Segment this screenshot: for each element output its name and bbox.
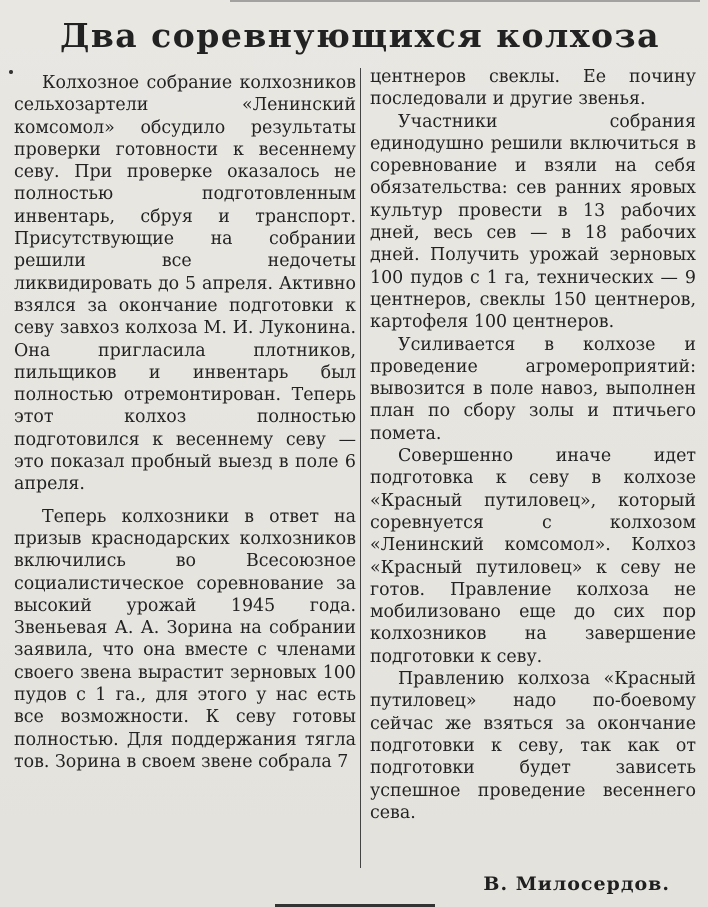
right-paragraph-1: центнеров свеклы. Ее почину последовали и другие звенья.	[370, 67, 696, 110]
right-paragraph-4: Совершенно иначе идет подготовка к севу в колхозе «Красный путиловец», который соревнуется с колхозом «Ленинский комсомол». Колхоз «Красный путиловец» к севу не готов. Правление колхоза не мобилизовано еще до сих пор колхозников на завершение подготовки к севу.	[370, 446, 696, 667]
right-paragraph-5: Правлению колхоза «Красный путиловец» надо по-боевому сейчас же взяться за окончание подготовки к севу, так как от подготовки будет зависеть успешное проведение весеннего сева.	[370, 669, 696, 823]
left-paragraph-1: Колхозное собрание колхозников сельхозартели «Ленинский комсомол» обсудило результаты проверки готовности к весеннему севу. При проверке оказалось не полностью подготовленным инвентарь, сбруя и транспорт. Присутствующие на собрании решили все недочеты ликвидировать до 5 апреля. Активно взялся за окончание подготовки к севу завхоз колхоза М. И. Луконина. Она пригласила плотников, пильщиков и инвентарь был полностью отремонтирован. Теперь этот колхоз полностью подготовился к весеннему севу — это показал пробный выезд в поле 6 апреля.	[14, 73, 356, 495]
author-signature: В. Милосердов.	[483, 873, 670, 895]
ink-spot	[9, 70, 13, 74]
left-paragraph-2: Теперь колхозники в ответ на призыв краснодарских колхозников включились во Всесоюзное социалистическое соревнование за высокий урожай 1945 года. Звеньевая А. А. Зорина на собрании заявила, что она вместе с членами своего звена вырастит зерновых 100 пудов с 1 га., для этого у нас есть все возможности. К севу готовы полностью. Для поддержания тягла тов. Зорина в своем звене собрала 7	[14, 506, 356, 772]
top-rule	[230, 0, 700, 8]
right-paragraph-2: Участники собрания единодушно решили включиться в соревнование и взяли на себя обязательства: сев ранних яровых культур провести в 13 рабочих дней, весь сев — в 18 рабочих дней. Получить урожай зерновых 100 пудов с 1 га, технических — 9 центнеров, свеклы 150 центнеров, картофеля 100 центнеров.	[370, 111, 696, 333]
left-column	[14, 66, 356, 773]
right-column	[370, 66, 696, 824]
right-paragraph-3: Усиливается в колхозе и проведение агромероприятий: вывозится в поле навоз, выполнен план по сбору золы и птичьего помета.	[370, 334, 696, 444]
column-divider	[360, 68, 361, 868]
article-title: Два соревнующихся колхоза	[60, 16, 660, 55]
